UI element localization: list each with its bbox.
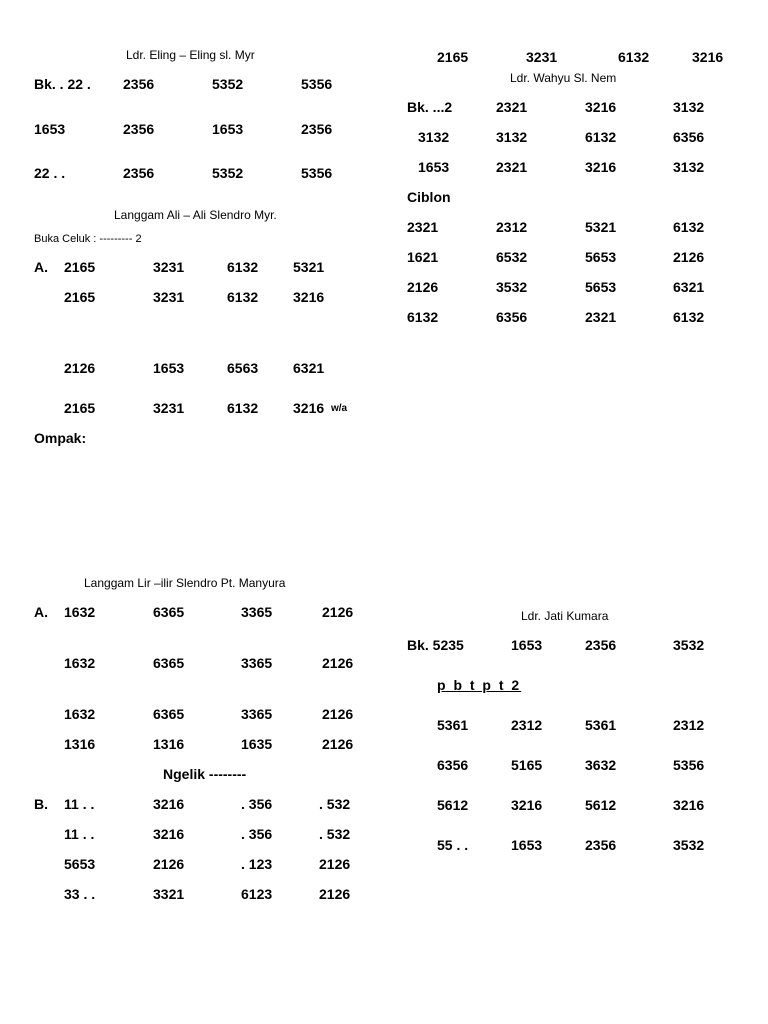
lir-cell: 1635: [241, 736, 273, 752]
ali-ompak: Ompak:: [34, 430, 87, 446]
eling-cell: 22 . .: [34, 165, 66, 181]
ali-cell: 3231: [153, 400, 185, 416]
jati-cell: 2356: [585, 637, 617, 653]
eling-title: Ldr. Eling – Eling sl. Myr: [126, 48, 255, 62]
lir-cell: 2126: [319, 886, 351, 902]
lir-cell: 1316: [64, 736, 96, 752]
ali-cell: 6563: [227, 360, 259, 376]
wahyu-ciblon-cell: 2126: [407, 279, 439, 295]
wahyu-cell: 3132: [418, 129, 450, 145]
lir-cell: 2126: [322, 604, 354, 620]
lir-cell: 3365: [241, 604, 273, 620]
ali-cell: 1653: [153, 360, 185, 376]
ali-cell: 3231: [153, 259, 185, 275]
wahyu-ciblon-cell: 2321: [407, 219, 439, 235]
jati-cell: 3216: [673, 797, 705, 813]
eling-cell: 2356: [301, 121, 333, 137]
ali-cell: 3216: [293, 289, 325, 305]
wahyu-ciblon-cell: 6132: [673, 309, 705, 325]
eling-cell: 5352: [212, 76, 244, 92]
ali-cell: 3231: [153, 289, 185, 305]
eling-cell: 5356: [301, 76, 333, 92]
eling-cell: 2356: [123, 121, 155, 137]
wahyu-ciblon-cell: 2126: [673, 249, 705, 265]
ali-cell: 3216: [293, 400, 325, 416]
wahyu-ciblon-cell: 5653: [585, 279, 617, 295]
lir-cell: 3321: [153, 886, 185, 902]
wahyu-ciblon-cell: 6356: [496, 309, 528, 325]
jati-title: Ldr. Jati Kumara: [521, 609, 609, 623]
jati-cell: 3632: [585, 757, 617, 773]
eling-cell: Bk. . 22 .: [34, 76, 91, 92]
right-top-cell: 6132: [618, 49, 650, 65]
ali-cell: 2126: [64, 360, 96, 376]
lir-cell: 2126: [153, 856, 185, 872]
lir-cell: 2126: [322, 706, 354, 722]
jati-cell: 3532: [673, 637, 705, 653]
wahyu-ciblon-label: Ciblon: [407, 189, 451, 205]
jati-cell: 5361: [437, 717, 469, 733]
jati-cell: 5356: [673, 757, 705, 773]
lir-cell: 1632: [64, 655, 96, 671]
lir-cell: 1632: [64, 706, 96, 722]
eling-cell: 5352: [212, 165, 244, 181]
wahyu-cell: 3216: [585, 159, 617, 175]
jati-cell: 3216: [511, 797, 543, 813]
wahyu-cell: 1653: [418, 159, 450, 175]
lir-cell: . 356: [241, 796, 273, 812]
lir-cell: 2126: [322, 655, 354, 671]
jati-cell: 2312: [673, 717, 705, 733]
wahyu-ciblon-cell: 6132: [673, 219, 705, 235]
lir-label-b: B.: [34, 796, 48, 812]
lir-title: Langgam Lir –ilir Slendro Pt. Manyura: [84, 576, 286, 590]
jati-cell: 5612: [585, 797, 617, 813]
lir-cell: 6365: [153, 655, 185, 671]
lir-cell: 6365: [153, 604, 185, 620]
eling-cell: 2356: [123, 165, 155, 181]
lir-cell: 2126: [319, 856, 351, 872]
jati-cell: 3532: [673, 837, 705, 853]
wahyu-ciblon-cell: 2312: [496, 219, 528, 235]
lir-cell: 11 . .: [64, 826, 95, 842]
wahyu-ciblon-cell: 5321: [585, 219, 617, 235]
wahyu-cell: 2321: [496, 99, 528, 115]
ali-cell: 2165: [64, 289, 96, 305]
ali-cell: 6132: [227, 289, 259, 305]
jati-cell: 2312: [511, 717, 543, 733]
wahyu-cell: 3132: [496, 129, 528, 145]
ali-buka-celuk: Buka Celuk : --------- 2: [34, 233, 142, 245]
eling-cell: 1653: [34, 121, 66, 137]
lir-cell: . 532: [319, 826, 351, 842]
wahyu-cell: 6356: [673, 129, 705, 145]
right-top-cell: 3231: [526, 49, 558, 65]
ali-wa-note: w/a: [331, 403, 348, 414]
lir-cell: 11 . .: [64, 796, 95, 812]
eling-cell: 1653: [212, 121, 244, 137]
ali-cell: 6132: [227, 259, 259, 275]
wahyu-ciblon-cell: 6132: [407, 309, 439, 325]
ali-title: Langgam Ali – Ali Slendro Myr.: [114, 208, 277, 222]
wahyu-cell: 2321: [496, 159, 528, 175]
ali-label-a: A.: [34, 259, 48, 275]
lir-cell: 6123: [241, 886, 273, 902]
ali-cell: 6132: [227, 400, 259, 416]
lir-cell: 2126: [322, 736, 354, 752]
jati-cell: 55 . .: [437, 837, 469, 853]
eling-cell: 2356: [123, 76, 155, 92]
wahyu-title: Ldr. Wahyu Sl. Nem: [510, 71, 617, 85]
wahyu-cell: 6132: [585, 129, 617, 145]
wahyu-ciblon-cell: 1621: [407, 249, 439, 265]
lir-cell: . 356: [241, 826, 273, 842]
right-top-cell: 2165: [437, 49, 469, 65]
wahyu-ciblon-cell: 6321: [673, 279, 705, 295]
wahyu-cell: 3132: [673, 99, 705, 115]
ali-cell: 6321: [293, 360, 325, 376]
lir-cell: 33 . .: [64, 886, 96, 902]
wahyu-ciblon-cell: 5653: [585, 249, 617, 265]
lir-cell: . 532: [319, 796, 351, 812]
wahyu-cell: 3132: [673, 159, 705, 175]
wahyu-ciblon-cell: 2321: [585, 309, 617, 325]
right-top-cell: 3216: [692, 49, 724, 65]
jati-cell: 5165: [511, 757, 543, 773]
eling-cell: 5356: [301, 165, 333, 181]
jati-cell: 5361: [585, 717, 617, 733]
wahyu-cell: 3216: [585, 99, 617, 115]
lir-ngelik: Ngelik --------: [163, 766, 247, 782]
lir-cell: 3216: [153, 826, 185, 842]
jati-cell: 1653: [511, 637, 543, 653]
lir-label-a: A.: [34, 604, 48, 620]
jati-cell: 2356: [585, 837, 617, 853]
lir-cell: 1632: [64, 604, 96, 620]
lir-cell: 5653: [64, 856, 96, 872]
lir-cell: 6365: [153, 706, 185, 722]
ali-cell: 2165: [64, 259, 96, 275]
jati-cell: 6356: [437, 757, 469, 773]
ali-cell: 2165: [64, 400, 96, 416]
lir-cell: 3216: [153, 796, 185, 812]
lir-cell: 1316: [153, 736, 185, 752]
wahyu-ciblon-cell: 3532: [496, 279, 528, 295]
jati-cell: Bk. 5235: [407, 637, 464, 653]
wahyu-cell: Bk. ...2: [407, 99, 453, 115]
wahyu-ciblon-cell: 6532: [496, 249, 528, 265]
jati-pbtpt: p b t p t 2: [437, 677, 522, 693]
lir-cell: 3365: [241, 706, 273, 722]
ali-cell: 5321: [293, 259, 325, 275]
lir-cell: 3365: [241, 655, 273, 671]
jati-cell: 1653: [511, 837, 543, 853]
jati-cell: 5612: [437, 797, 469, 813]
lir-cell: . 123: [241, 856, 273, 872]
